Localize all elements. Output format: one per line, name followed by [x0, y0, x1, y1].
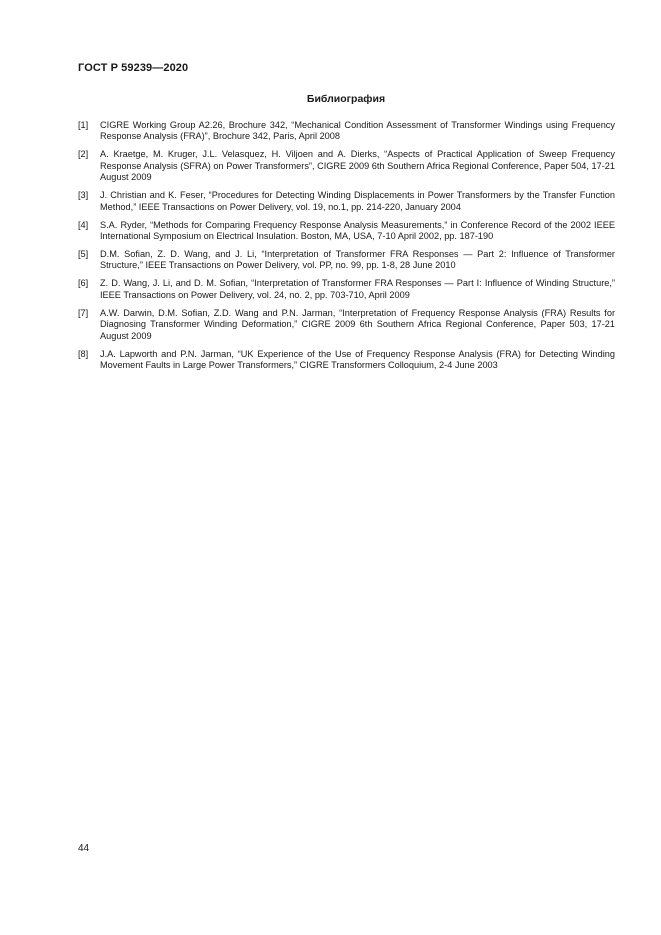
entry-text: J.A. Lapworth and P.N. Jarman, “UK Experience of the Use of Frequency Response Analysis (FRA) for Detecting Winding Movement Faults in Large Power Transformers,” CIGRE Transformers Colloquium, 2-4 June 2003 [100, 348, 615, 371]
entry-text: J. Christian and K. Feser, “Procedures for Detecting Winding Displacements in Power Transformers by the Transfer Function Method,” IEEE Transactions on Power Delivery, vol. 19, no.1, pp. 214-220, January 2004 [100, 190, 615, 212]
entry-number: [5] [78, 249, 89, 260]
bibliography-entry [78, 349, 615, 372]
page-number: 44 [78, 843, 90, 854]
entry-number: [6] [78, 278, 89, 289]
entry-number: [1] [78, 120, 89, 130]
entry-text: CIGRE Working Group A2.26, Brochure 342, “Mechanical Condition Assessment of Transformer Windings using Frequency Response Analysis (FRA)”, Brochure 342, Paris, April 2008 [100, 120, 615, 142]
entry-text: D.M. Sofian, Z. D. Wang, and J. Li, “Interpretation of Transformer FRA Responses — Part 2: Influence of Transformer Structure,” IEEE Transactions on Power Delivery, vol. PP, no. 99, pp. 1-8, 28 June 2010 [100, 249, 615, 271]
entry-number: [8] [78, 348, 89, 359]
entry-number: [4] [78, 219, 89, 230]
standard-code-header: ГОСТ Р 59239—2020 [78, 62, 189, 74]
entry-text: Z. D. Wang, J. Li, and D. M. Sofian, “Interpretation of Transformer FRA Responses — Part I: Influence of Winding Structure,” IEEE Transactions on Power Delivery, vol. 24, no. 2, pp. 703-710, April 2009 [100, 278, 615, 300]
bibliography-title: Библиография [306, 93, 386, 105]
entry-number: [3] [78, 190, 89, 201]
bibliography-entry [78, 120, 615, 143]
entry-number: [7] [78, 307, 89, 318]
entry-text: S.A. Ryder, “Methods for Comparing Frequency Response Analysis Measurements,” in Conference Record of the 2002 IEEE International Symposium on Electrical Insulation. Boston, MA, USA, 7-10 April 2002, pp. 187-190 [100, 219, 615, 242]
bibliography-entry [78, 308, 615, 342]
bibliography-entry [78, 249, 615, 272]
entry-text: A.W. Darwin, D.M. Sofian, Z.D. Wang and P.N. Jarman, “Interpretation of Frequency Response Analysis (FRA) Results for Diagnosing Transformer Winding Deformation,” CIGRE 2009 6th Southern Africa Regional Conference, Paper 503, 17-21 August 2009 [100, 307, 615, 341]
bibliography-entry [78, 190, 615, 213]
bibliography-entry [78, 278, 615, 301]
bibliography-list [78, 120, 615, 378]
entry-text: A. Kraetge, M. Kruger, J.L. Velasquez, H. Viljoen and A. Dierks, “Aspects of Practical Application of Sweep Frequency Response Analysis (SFRA) on Power Transformers”, CIGRE 2009 6th Southern Africa Regional Conference, Paper 504, 17-21 August 2009 [100, 149, 615, 183]
entry-number: [2] [78, 149, 89, 160]
bibliography-entry [78, 149, 615, 183]
bibliography-entry [78, 220, 615, 243]
